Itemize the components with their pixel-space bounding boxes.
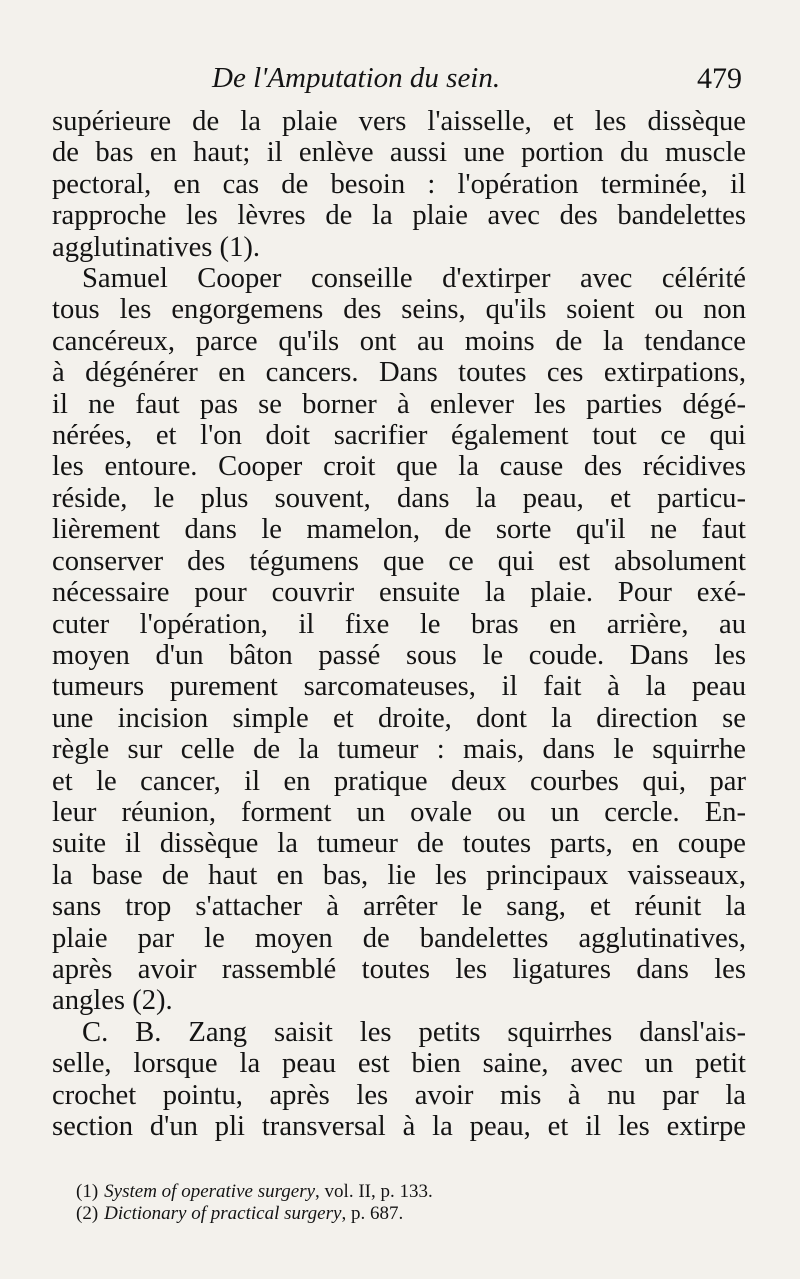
text-line: Samuel Cooper conseille d'extirper avec célérité <box>82 263 746 295</box>
text-line: une incision simple et droite, dont la direction se <box>52 702 746 734</box>
text-line: rapproche les lèvres de la plaie avec des bandelettes <box>52 200 746 232</box>
text-line: conserver des tégumens que ce qui est absolument <box>52 545 746 577</box>
running-head <box>52 58 742 102</box>
text-line: les entoure. Cooper croit que la cause des récidives <box>52 451 746 483</box>
text-line: pectoral, en cas de besoin : l'opération terminée, il <box>52 168 746 200</box>
text-line: agglutinatives (1). <box>52 231 261 263</box>
text-line: tous les engorgemens des seins, qu'ils soient ou non <box>52 294 746 326</box>
text-line: lièrement dans le mamelon, de sorte qu'il ne faut <box>52 514 746 546</box>
text-line: à dégénérer en cancers. Dans toutes ces extirpations, <box>52 357 746 389</box>
text-line: nérées, et l'on doit sacrifier également tout ce qui <box>52 420 746 452</box>
footnotes <box>76 1181 433 1225</box>
text-line: tumeurs purement sarcomateuses, il fait à la peau <box>52 671 746 703</box>
text-line: nécessaire pour couvrir ensuite la plaie. Pour exé- <box>52 577 746 609</box>
text-line: moyen d'un bâton passé sous le coude. Dans les <box>52 639 746 671</box>
footnote-marker: (1) <box>76 1181 99 1202</box>
text-line: leur réunion, forment un ovale ou un cercle. En- <box>52 796 746 828</box>
text-line: supérieure de la plaie vers l'aisselle, et les dissèque <box>52 106 746 137</box>
body-text <box>52 106 746 1142</box>
footnote-marker: (2) <box>76 1203 99 1224</box>
footnote-reference: , vol. II, p. 133. <box>315 1181 433 1202</box>
text-line: plaie par le moyen de bandelettes agglutinatives, <box>52 922 746 954</box>
footnote-title: Dictionary of practical surgery <box>104 1203 342 1224</box>
page-number: 479 <box>697 62 742 95</box>
text-line: suite il dissèque la tumeur de toutes parts, en coupe <box>52 828 746 860</box>
text-line: il ne faut pas se borner à enlever les parties dégé- <box>52 388 746 420</box>
text-line: C. B. Zang saisit les petits squirrhes dansl'ais- <box>82 1016 746 1048</box>
footnote <box>76 1181 433 1203</box>
text-line: cancéreux, parce qu'ils ont au moins de la tendance <box>52 325 746 357</box>
text-line: angles (2). <box>52 985 173 1017</box>
footnote-reference: , p. 687. <box>341 1203 404 1224</box>
running-title: De l'Amputation du sein. <box>212 62 501 94</box>
text-line: la base de haut en bas, lie les principaux vaisseaux, <box>52 859 746 891</box>
footnote-title: System of operative surgery <box>104 1181 316 1202</box>
text-line: règle sur celle de la tumeur : mais, dans le squirrhe <box>52 734 746 766</box>
text-line: section d'un pli transversal à la peau, et il les extirpe <box>52 1111 746 1142</box>
text-line: après avoir rassemblé toutes les ligatures dans les <box>52 953 746 985</box>
text-line: selle, lorsque la peau est bien saine, avec un petit <box>52 1048 746 1080</box>
text-line: et le cancer, il en pratique deux courbes qui, par <box>52 765 746 797</box>
text-line: de bas en haut; il enlève aussi une portion du muscle <box>52 137 746 169</box>
text-line: réside, le plus souvent, dans la peau, et particu- <box>52 482 746 514</box>
footnote <box>76 1203 433 1225</box>
text-line: cuter l'opération, il fixe le bras en arrière, au <box>52 608 746 640</box>
text-line: crochet pointu, après les avoir mis à nu par la <box>52 1079 746 1111</box>
text-line: sans trop s'attacher à arrêter le sang, et réunit la <box>52 891 746 923</box>
